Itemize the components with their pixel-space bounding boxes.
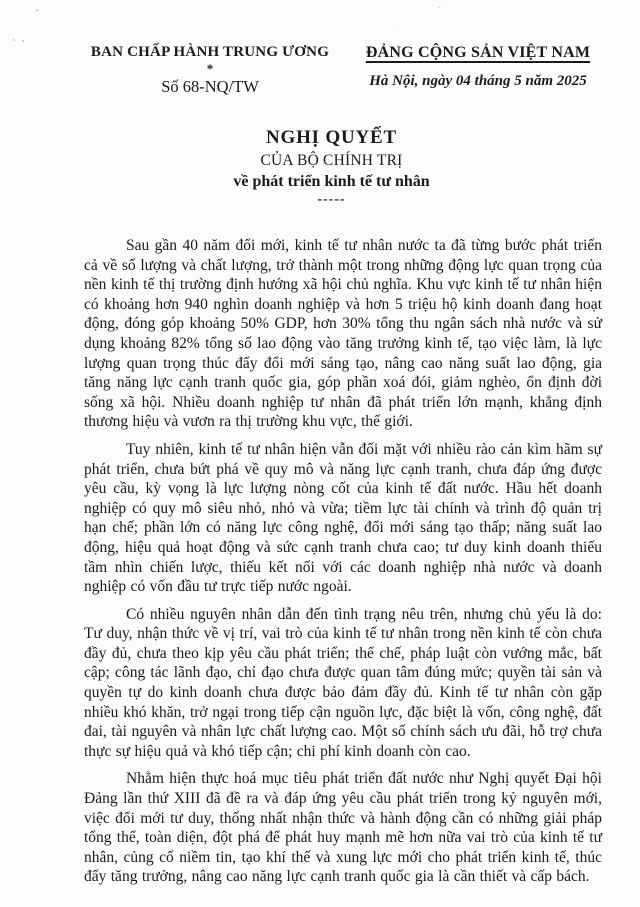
body-paragraph-3: Có nhiều nguyên nhân dẫn đến tình trạng nêu trên, nhưng chủ yếu là do: Tư duy, nhận thức về vị trí, vai trò của kinh tế tư nhân trong nền kinh tế còn chưa đầy đủ, chưa theo kịp yêu cầu phát triển; thể chế, pháp luật còn vướng mắc, bất cập; công tác lãnh đạo, chỉ đạo chưa được quan tâm đúng mức; quyền tài sản và quyền tự do kinh doanh chưa được bảo đảm đầy đủ. Kinh tế tư nhân còn gặp nhiều khó khăn, trở ngại trong tiếp cận nguồn lực, đặc biệt là vốn, công nghệ, đất đai, tài nguyên và nhân lực chất lượng cao. Một số chính sách ưu đãi, hỗ trợ chưa thực sự hiệu quả và khó tiếp cận; chi phí kinh doanh còn cao. xyxy=(84,605,602,760)
document-title: NGHỊ QUYẾT xyxy=(266,127,397,148)
star-separator: * xyxy=(206,61,214,76)
body-paragraph-4: Nhằm hiện thực hoá mục tiêu phát triển đất nước như Nghị quyết Đại hội Đảng lần thứ XIII đã đề ra và đáp ứng yêu cầu phát triển trong kỷ nguyên mới, việc đổi mới tư duy, thống nhất nhận thức và hành động cần có những giải pháp tổng thể, toàn diện, đột phá để phát huy mạnh mẽ hơn nữa vai trò của kinh tế tư nhân, củng cố niềm tin, tạo khí thế và xung lực mới cho phát triển kinh tế, thúc đẩy tăng trưởng, nâng cao năng lực cạnh tranh quốc gia là cần thiết và cấp bách. xyxy=(84,770,602,886)
scan-artifact: ˋˋ xyxy=(11,38,32,51)
document-number: Số 68-NQ/TW xyxy=(161,77,259,96)
document-header xyxy=(84,44,602,97)
scan-artifact: · xyxy=(393,27,396,35)
body-paragraph-2: Tuy nhiên, kinh tế tư nhân hiện vẫn đối mặt với nhiều rào cản kìm hãm sự phát triển, chưa bứt phá về quy mô và năng lực cạnh tranh, chưa đáp ứng được yêu cầu, kỳ vọng là lực lượng nòng cốt của kinh tế đất nước. Hầu hết doanh nghiệp có quy mô siêu nhỏ, nhỏ và vừa; tiềm lực tài chính và trình độ quản trị hạn chế; phần lớn có năng lực công nghệ, đổi mới sáng tạo thấp; năng suất lao động, hiệu quả hoạt động và sức cạnh tranh chưa cao; tư duy kinh doanh thiếu tầm nhìn chiến lược, thiếu kết nối với các doanh nghiệp nhà nước và doanh nghiệp có vốn đầu tư trực tiếp nước ngoài. xyxy=(84,440,602,596)
document-subject: về phát triển kinh tế tư nhân xyxy=(233,173,430,190)
place-date-line: Hà Nội, ngày 04 tháng 5 năm 2025 xyxy=(369,73,587,89)
issuing-body-block xyxy=(84,44,336,97)
document-body xyxy=(84,236,602,887)
body-paragraph-1: Sau gần 40 năm đổi mới, kinh tế tư nhân nước ta đã từng bước phát triển cả về số lượng và chất lượng, trở thành một trong những động lực quan trọng của nền kinh tế thị trường định hướng xã hội chủ nghĩa. Khu vực kinh tế tư nhân hiện có khoảng hơn 940 nghìn doanh nghiệp và hơn 5 triệu hộ kinh doanh đang hoạt động, đóng góp khoảng 50% GDP, hơn 30% tổng thu ngân sách nhà nước và sử dụng khoảng 82% tổng số lao động vào tăng trưởng kinh tế, tạo việc làm, là lực lượng quan trọng thúc đẩy đổi mới sáng tạo, nâng cao năng suất lao động, gia tăng năng lực cạnh tranh quốc gia, góp phần xoá đói, giảm nghèo, ổn định đời sống xã hội. Nhiều doanh nghiệp tư nhân đã phát triển lớn mạnh, khẳng định thương hiệu và vươn ra thị trường khu vực, thế giới. xyxy=(84,237,602,431)
party-name: ĐẢNG CỘNG SẢN VIỆT NAM xyxy=(365,44,591,61)
scan-artifact: ˉ xyxy=(438,5,441,15)
document-subtitle: CỦA BỘ CHÍNH TRỊ xyxy=(260,152,403,169)
scan-artifact: ˆ xyxy=(35,7,40,19)
party-heading-block xyxy=(354,44,602,90)
title-block xyxy=(61,127,602,208)
issuing-body-name: BAN CHẤP HÀNH TRUNG ƯƠNG xyxy=(90,44,330,60)
title-divider: ----- xyxy=(317,192,346,207)
